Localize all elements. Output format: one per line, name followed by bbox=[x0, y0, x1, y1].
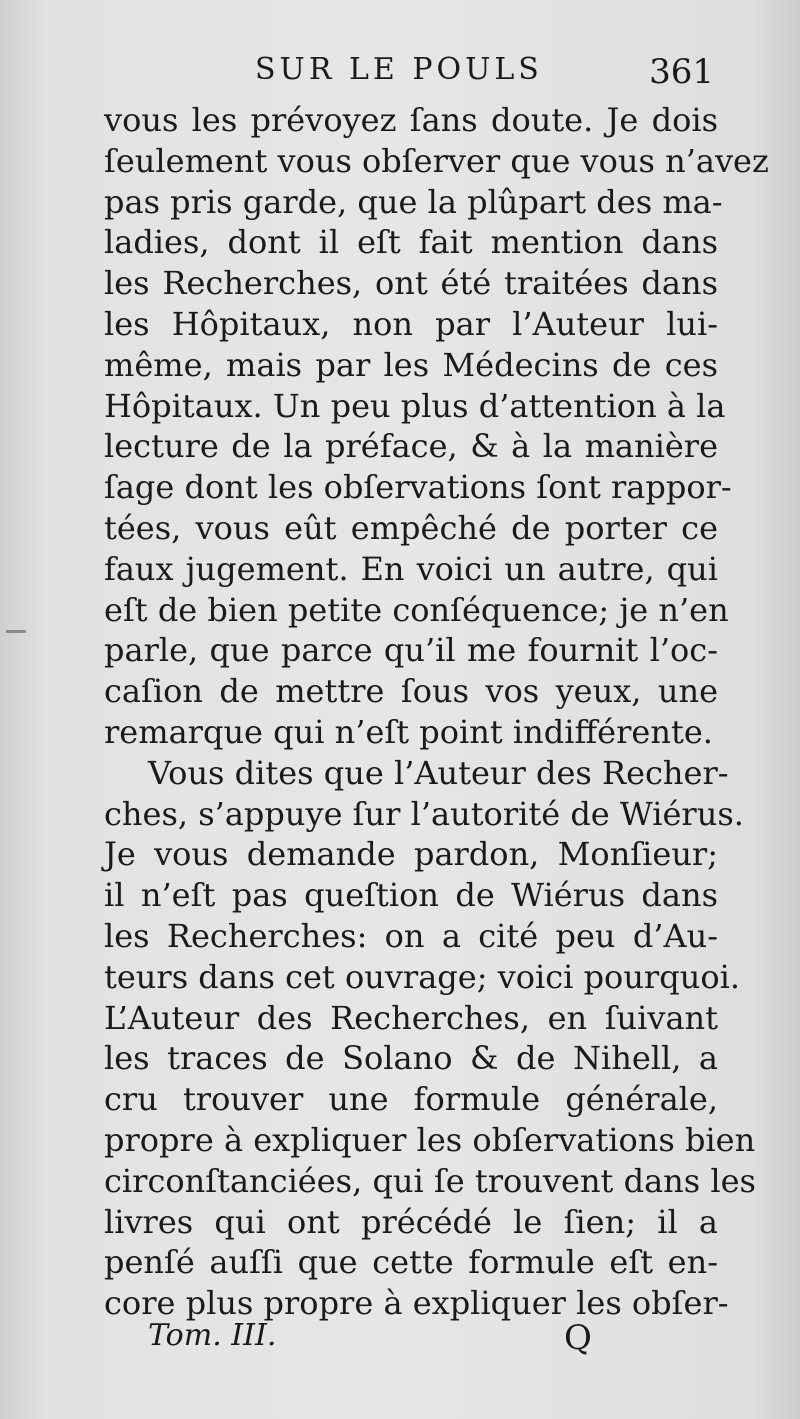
text-line: core plus propre à expliquer les obſer- bbox=[104, 1284, 729, 1323]
text-line: lecture de la préface, & à la manière bbox=[104, 427, 718, 466]
text-line: faux jugement. En voici un autre, qui bbox=[104, 549, 718, 588]
text-line: ladies, dont il eſt fait mention dans bbox=[104, 223, 718, 262]
text-line: Hôpitaux. Un peu plus d’attention à la bbox=[104, 386, 726, 425]
text-line: livres qui ont précédé le ſien; il a bbox=[104, 1202, 718, 1241]
volume-label: Tom. III. bbox=[148, 1318, 277, 1353]
text-line: Je vous demande pardon, Monſieur; bbox=[104, 835, 718, 874]
page-edge-mark bbox=[6, 630, 26, 633]
text-line: ſage dont les obſervations ſont rappor- bbox=[104, 468, 732, 507]
text-line: ſeulement vous obſerver que vous n’avez bbox=[104, 141, 769, 180]
text-line: pas pris garde, que la plûpart des ma- bbox=[104, 182, 723, 221]
text-line: vous les prévoyez ſans doute. Je dois bbox=[104, 101, 718, 139]
text-line: les traces de Solano & de Nihell, a bbox=[104, 1039, 718, 1078]
running-head: SUR LE POULS bbox=[255, 52, 543, 87]
text-line: les Recherches, ont été traitées dans bbox=[104, 264, 718, 303]
body-text bbox=[104, 100, 769, 1324]
text-line: ches, s’appuye ſur l’autorité de Wiérus. bbox=[104, 794, 744, 833]
text-line: remarque qui n’eſt point indifférente. bbox=[104, 712, 713, 751]
page-header bbox=[0, 52, 800, 92]
text-line: cru trouver une formule générale, bbox=[104, 1080, 718, 1119]
paragraph bbox=[104, 753, 756, 1324]
text-line: tées, vous eût empêché de porter ce bbox=[104, 508, 718, 547]
paragraph bbox=[104, 100, 769, 753]
text-line: penſé auſſi que cette formule eſt en- bbox=[104, 1243, 718, 1282]
text-line: L’Auteur des Recherches, en ſuivant bbox=[104, 998, 718, 1037]
text-line: eſt de bien petite conſéquence; je n’en bbox=[104, 590, 729, 629]
text-line: parle, que parce qu’il me fournit l’oc- bbox=[104, 631, 718, 670]
text-line: les Hôpitaux, non par l’Auteur lui- bbox=[104, 304, 718, 343]
text-line: même, mais par les Médecins de ces bbox=[104, 345, 718, 384]
text-line: teurs dans cet ouvrage; voici pourquoi. bbox=[104, 957, 740, 996]
text-line: propre à expliquer les obſervations bien bbox=[104, 1120, 756, 1159]
text-line: il n’eſt pas queſtion de Wiérus dans bbox=[104, 876, 718, 915]
text-line: caſion de mettre ſous vos yeux, une bbox=[104, 672, 718, 711]
signature-mark: Q bbox=[564, 1318, 592, 1358]
text-line: Vous dites que l’Auteur des Recher- bbox=[148, 753, 729, 792]
page-number: 361 bbox=[649, 52, 714, 92]
page-footer bbox=[0, 1318, 800, 1368]
text-line: les Recherches: on a cité peu d’Au- bbox=[104, 916, 718, 955]
text-line: circonſtanciées, qui ſe trouvent dans les bbox=[104, 1161, 756, 1200]
